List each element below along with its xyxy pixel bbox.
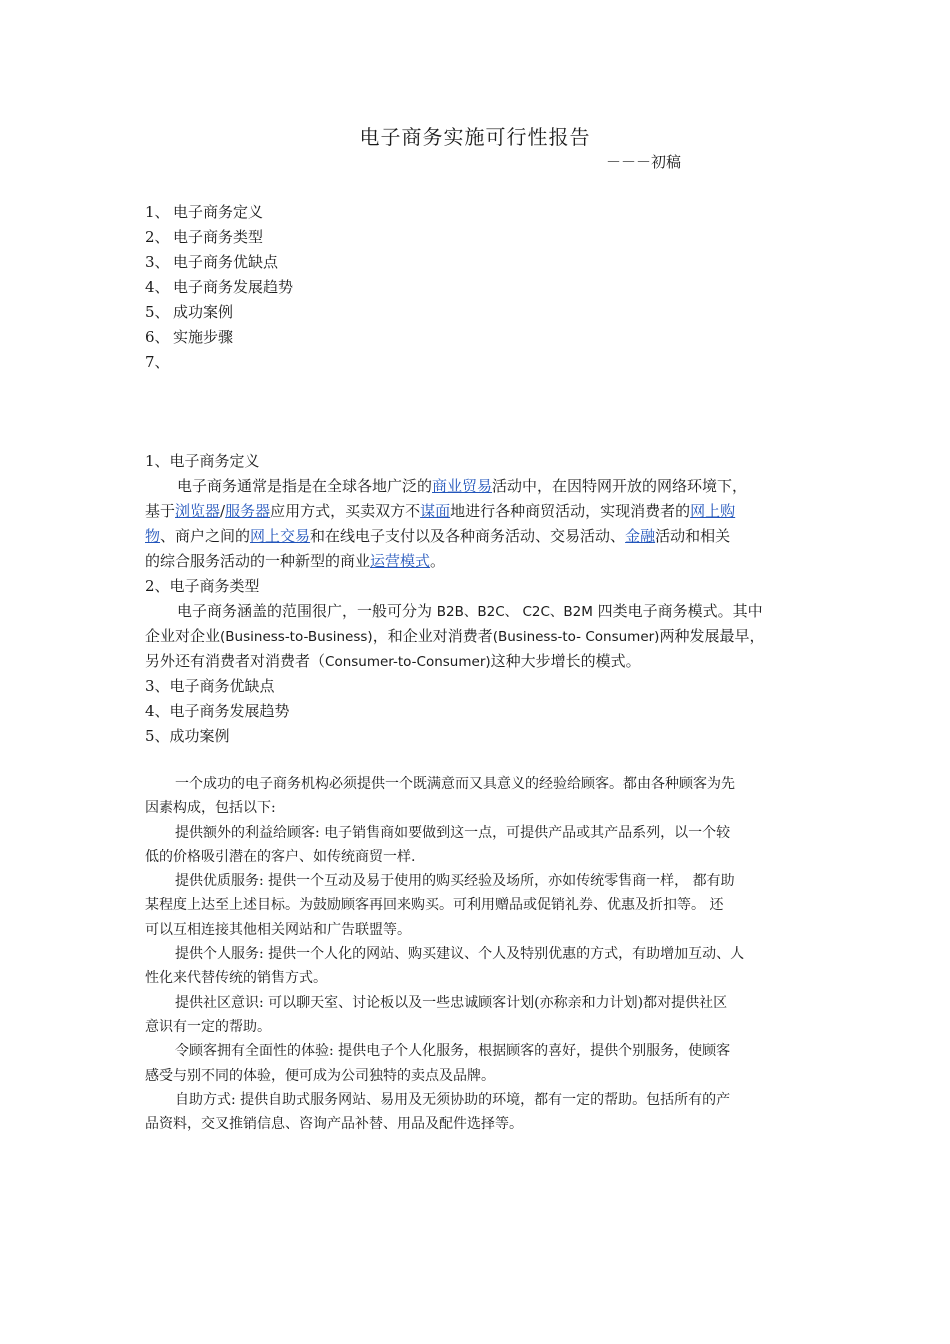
text-run: 基于 — [145, 502, 176, 520]
table-of-contents — [145, 200, 825, 375]
paragraph-line: 提供额外的利益给顾客: 电子销售商如要做到这一点，可提供产品或其产品系列，以一个较 — [175, 824, 731, 841]
link-operation-model[interactable]: 运营模式 — [370, 552, 431, 570]
link-commerce-trade[interactable]: 商业贸易 — [432, 477, 493, 495]
toc-number: 1、 — [145, 203, 170, 221]
paragraph-line: 品资料，交叉推销信息、咨询产品补替、用品及配件选择等。 — [145, 1116, 523, 1133]
paragraph-line: 一个成功的电子商务机构必须提供一个既满意而又具意义的经验给顾客。都由各种顾客为先 — [175, 776, 735, 792]
text-run: 。 — [430, 552, 446, 570]
document-subtitle: －－－初稿 — [606, 153, 682, 171]
paragraph-line: 低的价格吸引潜在的客户、如传统商贸一样. — [145, 848, 416, 865]
toc-label: 实施步骤 — [173, 328, 234, 346]
section-heading: 3、电子商务优缺点 — [145, 677, 275, 695]
toc-label: 电子商务发展趋势 — [173, 278, 294, 296]
paragraph-line — [145, 599, 825, 624]
toc-item — [145, 350, 825, 375]
section-heading: 1、电子商务定义 — [145, 452, 260, 470]
link-online-shopping[interactable]: 网上购 — [690, 502, 736, 520]
text-run: 应用方式，买卖双方不 — [270, 502, 421, 520]
text-run: 地进行各种商贸活动，实现消费者的 — [450, 502, 691, 520]
paragraph-line — [145, 524, 825, 549]
text-run: 这种大步增长的模式。 — [490, 652, 641, 670]
text-run: 另外还有消费者对消费者（ — [145, 652, 326, 670]
text-run: ，和企业对消费者 — [372, 627, 493, 645]
toc-number: 7、 — [145, 353, 170, 371]
document-body — [145, 449, 825, 749]
toc-item — [145, 250, 825, 275]
paragraph-line — [145, 499, 825, 524]
toc-label: 电子商务类型 — [173, 228, 264, 246]
link-server[interactable]: 服务器 — [225, 502, 271, 520]
paragraph-line: 意识有一定的帮助。 — [145, 1018, 271, 1035]
paragraph-line: 因素构成，包括以下: — [145, 800, 276, 817]
text-run: (Business-to-Business) — [220, 629, 373, 645]
text-run: (Business-to- Consumer) — [492, 629, 660, 645]
link-online-shopping-end[interactable]: 物 — [145, 527, 161, 545]
paragraph-line — [145, 649, 825, 674]
link-online-trade[interactable]: 网上交易 — [250, 527, 311, 545]
section-heading: 5、成功案例 — [145, 727, 230, 745]
section-heading: 2、电子商务类型 — [145, 577, 260, 595]
text-run: 四类电子商务模式。其中 — [592, 602, 763, 620]
toc-number: 5、 — [145, 303, 170, 321]
paragraph-line — [145, 624, 825, 649]
toc-item — [145, 200, 825, 225]
paragraph-line: 自助方式: 提供自助式服务网站、易用及无须协助的环境，都有一定的帮助。包括所有的产 — [175, 1091, 731, 1108]
document-title: 电子商务实施可行性报告 — [359, 125, 591, 149]
text-run: 两种发展最早， — [659, 627, 765, 645]
paragraph-line: 某程度上达至上述目标。为鼓励顾客再回来购买。可利用赠品或促销礼券、优惠及折扣等。 还 — [145, 897, 724, 914]
toc-label: 成功案例 — [173, 303, 234, 321]
text-run: 和在线电子支付以及各种商务活动、交易活动、 — [310, 527, 626, 545]
paragraph-line: 提供优质服务: 提供一个互动及易于使用的购买经验及场所，亦如传统零售商一样， 都有助 — [175, 873, 735, 890]
paragraph-line: 可以互相连接其他相关网站和广告联盟等。 — [145, 921, 411, 938]
link-browser[interactable]: 浏览器 — [175, 502, 221, 520]
paragraph-line: 提供个人服务: 提供一个人化的网站、购买建议、个人及特别优惠的方式，有助增加互动、人 — [175, 946, 745, 963]
paragraph-line: 令顾客拥有全面性的体验: 提供电子个人化服务，根据顾客的喜好，提供个别服务，使顾客 — [175, 1043, 731, 1060]
text-run: 的综合服务活动的一种新型的商业 — [145, 552, 371, 570]
text-run: 电子商务涵盖的范围很广，一般可分为 — [177, 602, 437, 620]
text-run: 活动和相关 — [655, 527, 731, 545]
paragraph-line — [145, 549, 825, 574]
text-run: / — [220, 502, 226, 520]
paragraph-line: 感受与别不同的体验，便可成为公司独特的卖点及品牌。 — [145, 1067, 495, 1084]
text-run: 企业对企业 — [145, 627, 221, 645]
text-run: 活动中，在因特网开放的网络环境下， — [492, 477, 748, 495]
toc-item — [145, 300, 825, 325]
link-finance[interactable]: 金融 — [625, 527, 656, 545]
text-run: Consumer-to-Consumer) — [325, 654, 491, 670]
paragraph-line — [145, 474, 825, 499]
toc-number: 6、 — [145, 328, 170, 346]
toc-label: 电子商务定义 — [173, 203, 264, 221]
toc-item — [145, 225, 825, 250]
paragraph-line: 性化来代替传统的销售方式。 — [145, 970, 327, 987]
text-run: B2B、B2C、 C2C、B2M — [436, 604, 593, 620]
toc-number: 3、 — [145, 253, 170, 271]
text-run: 、商户之间的 — [160, 527, 251, 545]
success-case-text — [145, 772, 825, 1136]
section-heading: 4、电子商务发展趋势 — [145, 702, 290, 720]
toc-label: 电子商务优缺点 — [173, 253, 279, 271]
text-run: 电子商务通常是指是在全球各地广泛的 — [177, 477, 433, 495]
toc-item — [145, 325, 825, 350]
paragraph-line: 提供社区意识: 可以聊天室、讨论板以及一些忠诚顾客计划(亦称亲和力计划)都对提供社区 — [175, 994, 728, 1011]
toc-item — [145, 275, 825, 300]
toc-number: 2、 — [145, 228, 170, 246]
toc-number: 4、 — [145, 278, 170, 296]
link-meet[interactable]: 谋面 — [420, 502, 451, 520]
